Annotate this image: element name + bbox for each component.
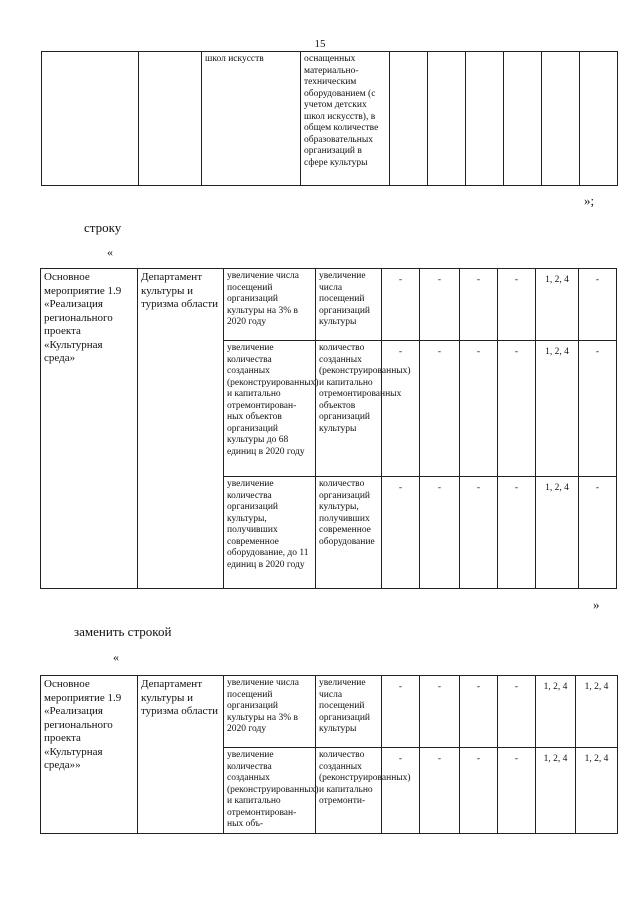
cell-measure: увеличение числа посещений организаций культуры: [316, 269, 382, 341]
cell-value: [504, 52, 542, 186]
cell-value: -: [420, 269, 460, 341]
cell-value: -: [460, 676, 498, 748]
page-number: 15: [314, 38, 326, 50]
cell-measure: оснащенных материально-техническим оборудованием (с учетом детских школ искусств), в общем количестве образовательных организаций в сфере культуры: [301, 52, 390, 186]
cell-value: 1, 2, 4: [576, 748, 618, 834]
cell-value: 1, 2, 4: [536, 341, 579, 477]
cell-measure: увеличение числа посещений организаций культуры: [316, 676, 382, 748]
cell-value: [580, 52, 618, 186]
cell-value: -: [579, 341, 617, 477]
table-row: [41, 676, 618, 748]
cell-value: -: [382, 269, 420, 341]
cell-value: -: [420, 477, 460, 589]
old-row-table: [40, 268, 617, 589]
phrase-replace: заменить строкой: [74, 624, 172, 639]
cell-measure: количество созданных (реконструированных) и капитально отремонтированных объектов организаций культуры: [316, 341, 382, 477]
cell-value: [542, 52, 580, 186]
table-row: [41, 269, 617, 341]
cell-value: -: [498, 676, 536, 748]
closing-quote-2: »: [593, 597, 600, 612]
cell-value: -: [460, 477, 498, 589]
cell-department: [139, 52, 202, 186]
cell-value: -: [382, 676, 420, 748]
cell-value: -: [498, 477, 536, 589]
cell-value: 1, 2, 4: [536, 477, 579, 589]
cell-value: -: [382, 477, 420, 589]
cell-department: Департамент культуры и туризма области: [138, 269, 224, 589]
cell-value: 1, 2, 4: [576, 676, 618, 748]
cell-measure: количество созданных (реконструированных) и капитально отремонти-: [316, 748, 382, 834]
cell-indicator: увеличение числа посещений организаций культуры на 3% в 2020 году: [224, 676, 316, 748]
cell-indicator: увеличение количества созданных (реконструированных) и капитально отремонтирован-ных объ-: [224, 748, 316, 834]
cell-value: -: [579, 269, 617, 341]
cell-event: Основное мероприятие 1.9 «Реализация регионального проекта «Культурная среда»»: [41, 676, 138, 834]
cell-value: 1, 2, 4: [536, 748, 576, 834]
cell-value: [428, 52, 466, 186]
cell-value: -: [460, 748, 498, 834]
cell-value: -: [498, 748, 536, 834]
cell-value: -: [420, 676, 460, 748]
cell-indicator: увеличение количества созданных (реконструированных) и капитально отремонтирован-ных объектов организаций культуры до 68 единиц в 2020 году: [224, 341, 316, 477]
cell-indicator: увеличение числа посещений организаций культуры на 3% в 2020 году: [224, 269, 316, 341]
cell-measure: количество организаций культуры, получивших современное оборудование: [316, 477, 382, 589]
cell-department: Департамент культуры и туризма области: [138, 676, 224, 834]
table-row: [42, 52, 618, 186]
cell-value: -: [498, 341, 536, 477]
cell-value: -: [420, 748, 460, 834]
top-table: [41, 51, 618, 186]
cell-value: [466, 52, 504, 186]
word-stroku: строку: [84, 220, 122, 235]
cell-value: -: [382, 341, 420, 477]
closing-quote-1: »;: [584, 193, 595, 208]
cell-indicator: увеличение количества организаций культуры, получивших современное оборудование, до 11 единиц в 2020 году: [224, 477, 316, 589]
cell-value: -: [420, 341, 460, 477]
cell-value: -: [498, 269, 536, 341]
cell-value: 1, 2, 4: [536, 269, 579, 341]
cell-event: Основное мероприятие 1.9 «Реализация регионального проекта «Культурная среда»: [41, 269, 138, 589]
cell-value: -: [579, 477, 617, 589]
cell-value: -: [460, 269, 498, 341]
cell-value: [390, 52, 428, 186]
cell-event: [42, 52, 139, 186]
open-quote-1: «: [107, 245, 113, 259]
cell-value: -: [382, 748, 420, 834]
cell-indicator: школ искусств: [202, 52, 301, 186]
cell-value: -: [460, 341, 498, 477]
cell-value: 1, 2, 4: [536, 676, 576, 748]
new-row-table: [40, 675, 618, 834]
open-quote-2: «: [113, 650, 119, 664]
